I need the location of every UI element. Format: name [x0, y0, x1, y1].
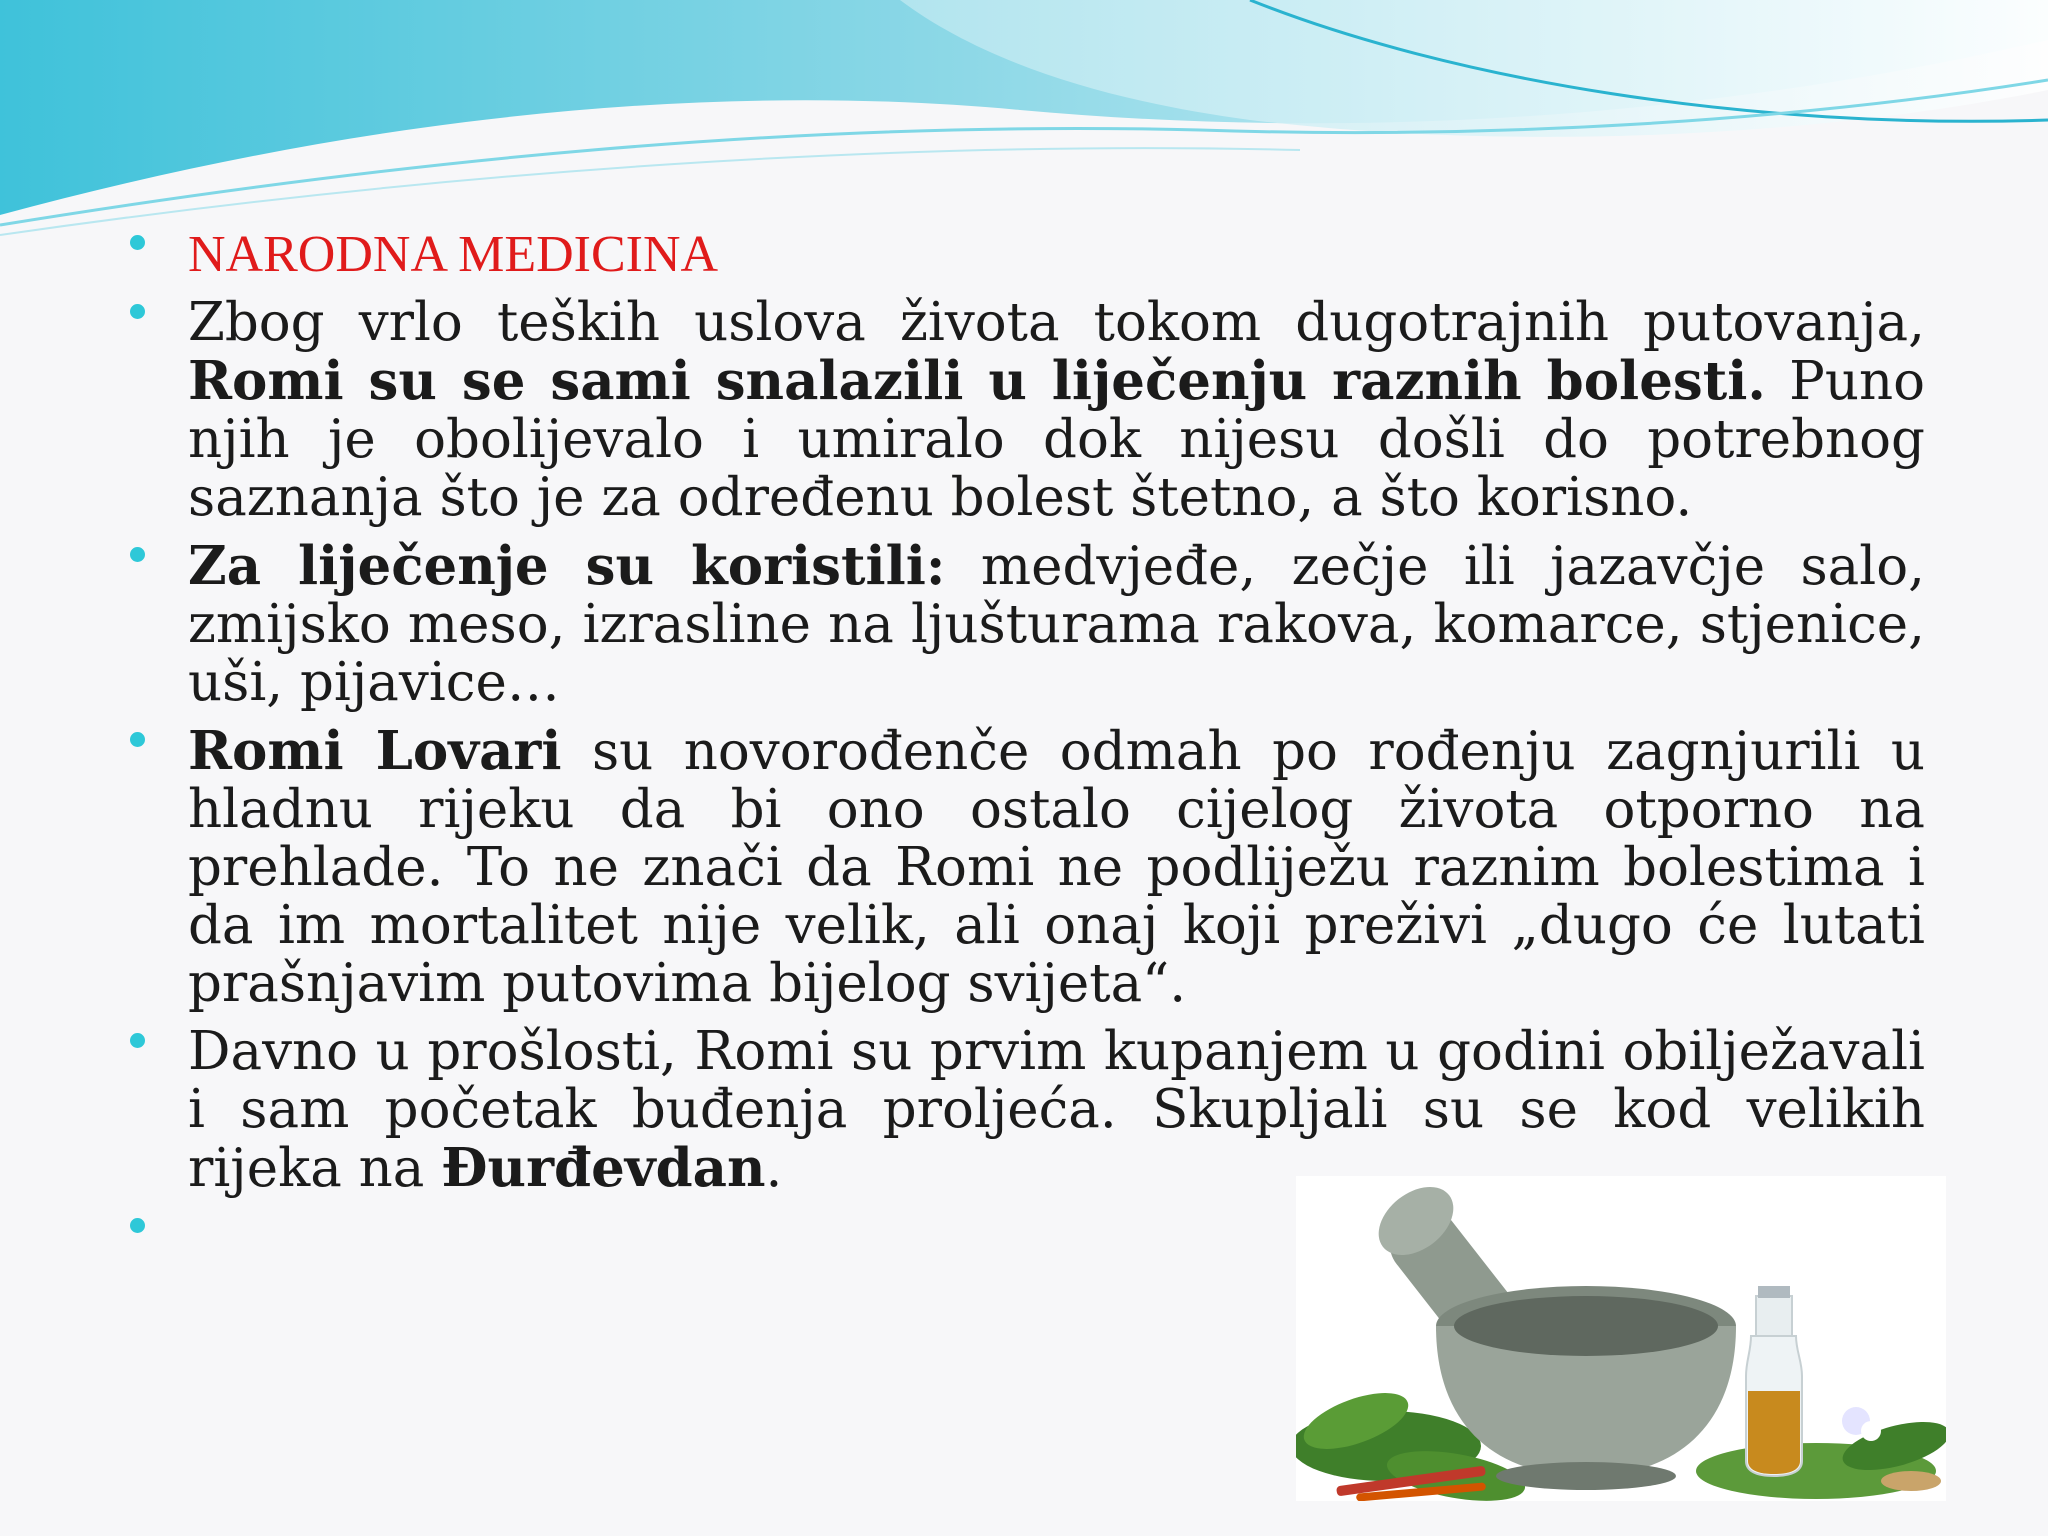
bullet-icon: [130, 304, 145, 319]
list-item: [125, 294, 1925, 527]
paragraph-text: Davno u prošlosti, Romi su prvim kupanjem u godini obilježavali i sam početak buđenja proljeća. Skupljali su se kod velikih rijeka na: [188, 1021, 1925, 1199]
paragraph-text: .: [765, 1138, 783, 1199]
slide-content: [125, 225, 1925, 1276]
bullet-icon: [130, 1033, 145, 1048]
paragraph-bold-text: Đurđevdan: [441, 1137, 766, 1199]
list-item: [125, 537, 1925, 712]
list-item: [125, 1023, 1925, 1198]
list-item-heading: [125, 225, 1925, 284]
header-wave-decoration: [0, 0, 2048, 250]
paragraph-bold-text: Za liječenje su koristili:: [188, 535, 946, 597]
paragraph-text: Puno njih je obolijevalo i umiralo dok nijesu došli do potrebnog saznanja što je za određenu bolest štetno, a što korisno.: [188, 351, 1926, 528]
slide-title: NARODNA MEDICINA: [188, 226, 719, 283]
paragraph-text: Zbog vrlo teških uslova života tokom dugotrajnih putovanja,: [188, 292, 1925, 353]
paragraph-bold-text: Romi su se sami snalazili u liječenju raznih bolesti.: [188, 350, 1766, 412]
list-item: [125, 722, 1925, 1013]
bullet-icon: [130, 235, 145, 250]
paragraph-text: su novorođenče odmah po rođenju zagnjurili u hladnu rijeku da bi ono ostalo cijelog života otporno na prehlade. To ne znači da Romi ne podliježu raznim bolestima i da im mortalitet nije velik, ali onaj koji preživi „dugo će lutati prašnjavim putovima bijelog svijeta“.: [188, 721, 1925, 1014]
paragraph-bold-text: Romi Lovari: [188, 720, 562, 782]
bullet-icon: [130, 732, 145, 747]
bullet-icon: [130, 1218, 145, 1233]
paragraph-text: medvjeđe, zečje ili jazavčje salo, zmijsko meso, izrasline na ljušturama rakova, komarce, stjenice, uši, pijavice…: [188, 536, 1925, 713]
mortar-pestle-illustration: [1296, 1176, 1946, 1501]
bullet-icon: [130, 547, 145, 562]
